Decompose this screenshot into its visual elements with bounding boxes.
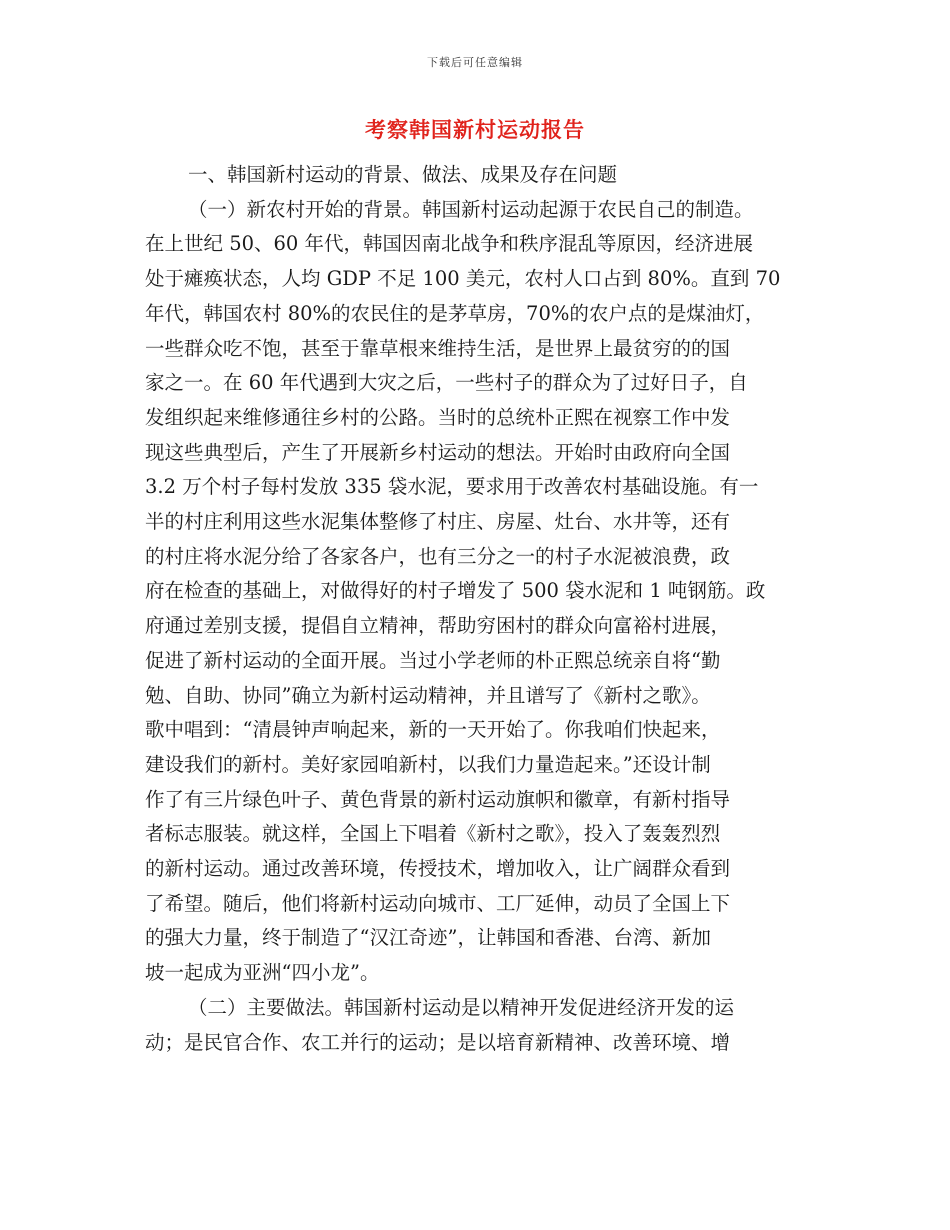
text-line: 的强大力量，终于制造了“汉江奇迹”，让韩国和香港、台湾、新加 (145, 926, 711, 950)
text-line: 作了有三片绿色叶子、黄色背景的新村运动旗帜和徽章，有新村指导 (145, 787, 731, 811)
text-line: （二）主要做法。韩国新村运动是以精神开发促进经济开发的运 (188, 995, 735, 1019)
text-line: 现这些典型后，产生了开展新乡村运动的想法。开始时由政府向全国 (145, 440, 731, 464)
text-line: 动；是民官合作、农工并行的运动；是以培育新精神、改善环境、增 (145, 1030, 731, 1054)
text-line: 府通过差别支援，提倡自立精神，帮助穷困村的群众向富裕村进展， (145, 614, 731, 638)
text-line: 发组织起来维修通往乡村的公路。当时的总统朴正熙在视察工作中发 (145, 405, 731, 429)
text-line: 3.2 万个村子每村发放 335 袋水泥，要求用于改善农村基础设施。有一 (145, 475, 759, 499)
page-header: 下载后可任意编辑 (427, 56, 523, 69)
text-line: 促进了新村运动的全面开展。当过小学老师的朴正熙总统亲自将“勤 (145, 648, 721, 672)
text-line: 半的村庄利用这些水泥集体整修了村庄、房屋、灶台、水井等，还有 (145, 510, 731, 533)
text-line: 的新村运动。通过改善环境，传授技术，增加收入，让广阔群众看到 (145, 857, 731, 880)
text-line: 坡一起成为亚洲“四小龙”。 (145, 961, 380, 985)
text-line: 歌中唱到：“清晨钟声响起来，新的一天开始了。你我咱们快起来， (145, 718, 721, 742)
text-line: 者标志服装。就这样，全国上下唱着《新村之歌》，投入了轰轰烈烈 (145, 822, 721, 846)
text-line: （一）新农村开始的背景。韩国新村运动起源于农民自己的制造。 (188, 197, 754, 221)
text-line: 一、韩国新村运动的背景、做法、成果及存在问题 (188, 163, 618, 186)
text-line: 的村庄将水泥分给了各家各户，也有三分之一的村子水泥被浪费，政 (145, 544, 731, 568)
text-line: 建设我们的新村。美好家园咱新村，以我们力量造起来。”还设计制 (145, 752, 711, 776)
text-line: 勉、自助、协同”确立为新村运动精神，并且谱写了《新村之歌》。 (145, 683, 711, 707)
text-line: 一些群众吃不饱，甚至于靠草根来维持生活，是世界上最贫穷的的国 (145, 336, 731, 360)
text-line: 府在检查的基础上，对做得好的村子增发了 500 袋水泥和 1 吨钢筋。政 (145, 579, 766, 603)
text-line: 家之一。在 60 年代遇到大灾之后，一些村子的群众为了过好日子，自 (145, 371, 748, 395)
text-line: 处于瘫痪状态，人均 GDP 不足 100 美元，农村人口占到 80%。直到 70 (145, 267, 781, 291)
text-line: 在上世纪 50、60 年代，韩国因南北战争和秩序混乱等原因，经济进展 (145, 232, 754, 256)
text-line: 年代，韩国农村 80%的农民住的是茅草房，70%的农户点的是煤油灯， (145, 301, 765, 325)
text-line: 了希望。随后，他们将新村运动向城市、工厂延伸，动员了全国上下 (145, 891, 731, 915)
document-title: 考察韩国新村运动报告 (365, 118, 585, 142)
